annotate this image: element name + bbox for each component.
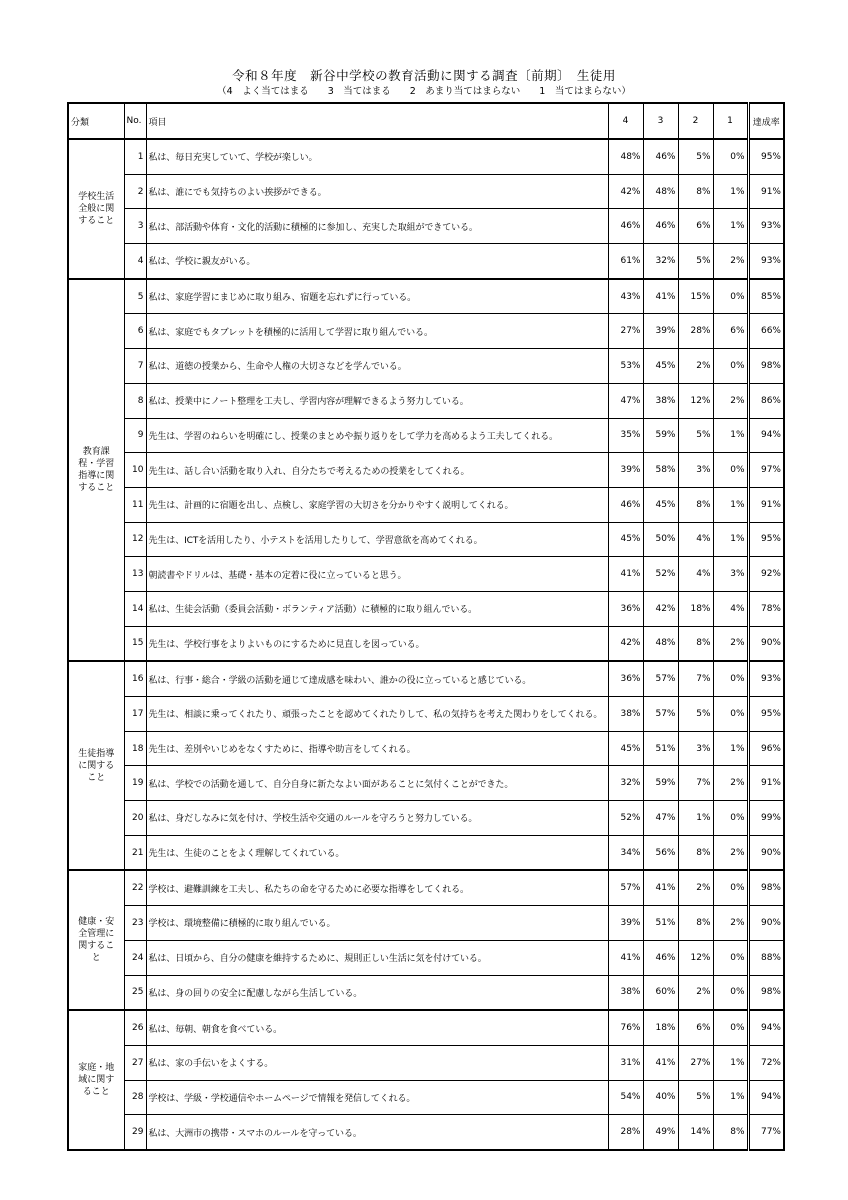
item-text: 私は、学校での活動を通して、自分自身に新たなよい面があることに気付くことができた。 — [146, 766, 608, 801]
item-text: 朝読書やドリルは、基礎・基本の定着に役に立っていると思う。 — [146, 557, 608, 592]
item-number: 8 — [124, 383, 146, 418]
pct-1: 4% — [713, 591, 748, 626]
item-number: 29 — [124, 1115, 146, 1150]
table-row — [68, 801, 784, 836]
pct-4: 36% — [608, 661, 643, 696]
table-row — [68, 731, 784, 766]
pct-2: 8% — [678, 174, 713, 209]
pct-4: 39% — [608, 453, 643, 488]
pct-3: 52% — [643, 557, 678, 592]
header-category: 分類 — [68, 103, 124, 139]
pct-2: 5% — [678, 1080, 713, 1115]
pct-1: 0% — [713, 349, 748, 384]
item-number: 27 — [124, 1045, 146, 1080]
pct-4: 42% — [608, 174, 643, 209]
item-text: 私は、大洲市の携帯・スマホのルールを守っている。 — [146, 1115, 608, 1150]
item-text: 私は、身だしなみに気を付け、学校生活や交通のルールを守ろうと努力している。 — [146, 801, 608, 836]
pct-2: 8% — [678, 835, 713, 870]
pct-1: 0% — [713, 661, 748, 696]
category-cell: 健康・安全管理に関すること — [68, 870, 124, 1010]
page-title: 令和８年度 新谷中学校の教育活動に関する調査〔前期〕 生徒用 — [232, 68, 616, 83]
achievement-rate: 95% — [748, 522, 784, 557]
pct-2: 8% — [678, 626, 713, 661]
header-rate: 達成率 — [748, 103, 784, 139]
pct-1: 2% — [713, 244, 748, 279]
item-number: 5 — [124, 279, 146, 314]
pct-3: 59% — [643, 766, 678, 801]
pct-1: 1% — [713, 174, 748, 209]
achievement-rate: 85% — [748, 279, 784, 314]
pct-3: 57% — [643, 661, 678, 696]
achievement-rate: 88% — [748, 940, 784, 975]
table-row — [68, 522, 784, 557]
achievement-rate: 98% — [748, 870, 784, 905]
item-text: 私は、行事・総合・学級の活動を通じて達成感を味わい、誰かの役に立っていると感じている。 — [146, 661, 608, 696]
item-number: 6 — [124, 314, 146, 349]
pct-1: 0% — [713, 1010, 748, 1045]
item-text: 私は、生徒会活動（委員会活動・ボランティア活動）に積極的に取り組んでいる。 — [146, 591, 608, 626]
pct-4: 38% — [608, 697, 643, 732]
pct-2: 1% — [678, 801, 713, 836]
pct-3: 48% — [643, 174, 678, 209]
table-row — [68, 383, 784, 418]
table-row — [68, 591, 784, 626]
table-row — [68, 1115, 784, 1150]
pct-3: 47% — [643, 801, 678, 836]
item-text: 先生は、相談に乗ってくれたり、頑張ったことを認めてくれたりして、私の気持ちを考えた関わりをしてくれる。 — [146, 697, 608, 732]
pct-4: 53% — [608, 349, 643, 384]
achievement-rate: 93% — [748, 209, 784, 244]
pct-1: 1% — [713, 522, 748, 557]
table-row — [68, 975, 784, 1010]
pct-2: 7% — [678, 766, 713, 801]
pct-1: 2% — [713, 626, 748, 661]
item-number: 10 — [124, 453, 146, 488]
pct-1: 0% — [713, 279, 748, 314]
item-text: 学校は、避難訓練を工夫し、私たちの命を守るために必要な指導をしてくれる。 — [146, 870, 608, 905]
table-row — [68, 906, 784, 941]
pct-3: 41% — [643, 279, 678, 314]
item-text: 私は、毎日充実していて、学校が楽しい。 — [146, 139, 608, 174]
table-row — [68, 1080, 784, 1115]
pct-3: 40% — [643, 1080, 678, 1115]
pct-2: 2% — [678, 870, 713, 905]
achievement-rate: 97% — [748, 453, 784, 488]
item-text: 私は、誰にでも気持ちのよい挨拶ができる。 — [146, 174, 608, 209]
achievement-rate: 90% — [748, 835, 784, 870]
item-text: 私は、学校に親友がいる。 — [146, 244, 608, 279]
pct-4: 43% — [608, 279, 643, 314]
pct-2: 7% — [678, 661, 713, 696]
achievement-rate: 78% — [748, 591, 784, 626]
achievement-rate: 77% — [748, 1115, 784, 1150]
table-row — [68, 940, 784, 975]
pct-3: 45% — [643, 349, 678, 384]
pct-3: 45% — [643, 487, 678, 522]
pct-2: 2% — [678, 975, 713, 1010]
achievement-rate: 86% — [748, 383, 784, 418]
pct-3: 46% — [643, 209, 678, 244]
pct-2: 2% — [678, 349, 713, 384]
item-number: 17 — [124, 697, 146, 732]
item-number: 3 — [124, 209, 146, 244]
pct-1: 6% — [713, 314, 748, 349]
pct-4: 61% — [608, 244, 643, 279]
achievement-rate: 91% — [748, 174, 784, 209]
item-text: 私は、家庭でもタブレットを積極的に活用して学習に取り組んでいる。 — [146, 314, 608, 349]
header-no: No. — [124, 103, 146, 139]
pct-1: 1% — [713, 418, 748, 453]
pct-3: 39% — [643, 314, 678, 349]
item-text: 私は、毎朝、朝食を食べている。 — [146, 1010, 608, 1045]
achievement-rate: 95% — [748, 697, 784, 732]
item-number: 22 — [124, 870, 146, 905]
achievement-rate: 90% — [748, 626, 784, 661]
table-header-row — [68, 103, 784, 139]
achievement-rate: 72% — [748, 1045, 784, 1080]
pct-2: 8% — [678, 487, 713, 522]
pct-4: 46% — [608, 487, 643, 522]
table-row — [68, 697, 784, 732]
pct-2: 14% — [678, 1115, 713, 1150]
pct-3: 41% — [643, 1045, 678, 1080]
pct-1: 0% — [713, 453, 748, 488]
pct-3: 56% — [643, 835, 678, 870]
item-text: 私は、授業中にノート整理を工夫し、学習内容が理解できるよう努力している。 — [146, 383, 608, 418]
item-text: 先生は、ICTを活用したり、小テストを活用したりして、学習意欲を高めてくれる。 — [146, 522, 608, 557]
category-cell: 教育課程・学習指導に関すること — [68, 279, 124, 662]
pct-3: 46% — [643, 139, 678, 174]
pct-2: 28% — [678, 314, 713, 349]
pct-1: 0% — [713, 801, 748, 836]
pct-4: 34% — [608, 835, 643, 870]
item-number: 1 — [124, 139, 146, 174]
pct-4: 57% — [608, 870, 643, 905]
pct-4: 45% — [608, 522, 643, 557]
item-number: 12 — [124, 522, 146, 557]
table-row — [68, 209, 784, 244]
achievement-rate: 91% — [748, 487, 784, 522]
pct-3: 58% — [643, 453, 678, 488]
pct-2: 3% — [678, 453, 713, 488]
pct-2: 5% — [678, 139, 713, 174]
item-text: 先生は、話し合い活動を取り入れ、自分たちで考えるための授業をしてくれる。 — [146, 453, 608, 488]
pct-4: 27% — [608, 314, 643, 349]
pct-2: 6% — [678, 1010, 713, 1045]
pct-2: 12% — [678, 940, 713, 975]
pct-1: 1% — [713, 1045, 748, 1080]
item-text: 私は、身の回りの安全に配慮しながら生活している。 — [146, 975, 608, 1010]
pct-4: 52% — [608, 801, 643, 836]
table-row — [68, 835, 784, 870]
pct-3: 50% — [643, 522, 678, 557]
table-row — [68, 418, 784, 453]
table-row — [68, 557, 784, 592]
header-3: 3 — [643, 103, 678, 139]
achievement-rate: 90% — [748, 906, 784, 941]
achievement-rate: 98% — [748, 349, 784, 384]
pct-4: 42% — [608, 626, 643, 661]
pct-3: 42% — [643, 591, 678, 626]
table-row — [68, 244, 784, 279]
pct-3: 49% — [643, 1115, 678, 1150]
table-row — [68, 626, 784, 661]
pct-3: 18% — [643, 1010, 678, 1045]
table-row — [68, 661, 784, 696]
pct-4: 35% — [608, 418, 643, 453]
pct-3: 51% — [643, 906, 678, 941]
item-number: 14 — [124, 591, 146, 626]
pct-4: 48% — [608, 139, 643, 174]
pct-1: 3% — [713, 557, 748, 592]
item-number: 19 — [124, 766, 146, 801]
pct-2: 18% — [678, 591, 713, 626]
pct-4: 41% — [608, 940, 643, 975]
pct-4: 31% — [608, 1045, 643, 1080]
pct-1: 8% — [713, 1115, 748, 1150]
pct-1: 2% — [713, 383, 748, 418]
pct-2: 4% — [678, 522, 713, 557]
achievement-rate: 96% — [748, 731, 784, 766]
category-cell: 家庭・地域に関すること — [68, 1010, 124, 1150]
pct-4: 32% — [608, 766, 643, 801]
achievement-rate: 91% — [748, 766, 784, 801]
item-number: 26 — [124, 1010, 146, 1045]
item-number: 13 — [124, 557, 146, 592]
pct-1: 0% — [713, 870, 748, 905]
pct-4: 47% — [608, 383, 643, 418]
pct-3: 41% — [643, 870, 678, 905]
pct-4: 39% — [608, 906, 643, 941]
item-text: 私は、家の手伝いをよくする。 — [146, 1045, 608, 1080]
item-number: 15 — [124, 626, 146, 661]
pct-1: 0% — [713, 139, 748, 174]
table-row — [68, 453, 784, 488]
pct-4: 76% — [608, 1010, 643, 1045]
header-item: 項目 — [146, 103, 608, 139]
header-4: 4 — [608, 103, 643, 139]
pct-1: 2% — [713, 766, 748, 801]
pct-4: 41% — [608, 557, 643, 592]
pct-2: 8% — [678, 906, 713, 941]
item-number: 16 — [124, 661, 146, 696]
pct-3: 38% — [643, 383, 678, 418]
survey-table — [67, 102, 785, 1151]
pct-4: 54% — [608, 1080, 643, 1115]
pct-2: 5% — [678, 244, 713, 279]
pct-2: 5% — [678, 418, 713, 453]
rating-legend: （4 よく当てはまる 3 当てはまる 2 あまり当てはまらない 1 当てはまらない） — [217, 86, 631, 97]
item-number: 23 — [124, 906, 146, 941]
pct-1: 1% — [713, 731, 748, 766]
pct-4: 46% — [608, 209, 643, 244]
table-row — [68, 174, 784, 209]
item-text: 私は、道徳の授業から、生命や人権の大切さなどを学んでいる。 — [146, 349, 608, 384]
achievement-rate: 95% — [748, 139, 784, 174]
item-number: 4 — [124, 244, 146, 279]
achievement-rate: 99% — [748, 801, 784, 836]
achievement-rate: 93% — [748, 661, 784, 696]
pct-1: 2% — [713, 906, 748, 941]
pct-4: 38% — [608, 975, 643, 1010]
pct-3: 60% — [643, 975, 678, 1010]
item-number: 20 — [124, 801, 146, 836]
table-row — [68, 766, 784, 801]
header-2: 2 — [678, 103, 713, 139]
item-number: 9 — [124, 418, 146, 453]
table-row — [68, 314, 784, 349]
pct-3: 46% — [643, 940, 678, 975]
pct-3: 59% — [643, 418, 678, 453]
table-row — [68, 349, 784, 384]
pct-2: 12% — [678, 383, 713, 418]
pct-2: 5% — [678, 697, 713, 732]
achievement-rate: 98% — [748, 975, 784, 1010]
item-number: 2 — [124, 174, 146, 209]
achievement-rate: 94% — [748, 1080, 784, 1115]
item-text: 先生は、学習のねらいを明確にし、授業のまとめや振り返りをして学力を高めるよう工夫してくれる。 — [146, 418, 608, 453]
achievement-rate: 94% — [748, 418, 784, 453]
achievement-rate: 94% — [748, 1010, 784, 1045]
pct-2: 4% — [678, 557, 713, 592]
table-row — [68, 279, 784, 314]
pct-2: 6% — [678, 209, 713, 244]
pct-4: 36% — [608, 591, 643, 626]
item-text: 私は、部活動や体育・文化的活動に積極的に参加し、充実した取組ができている。 — [146, 209, 608, 244]
item-text: 先生は、差別やいじめをなくすために、指導や助言をしてくれる。 — [146, 731, 608, 766]
item-number: 28 — [124, 1080, 146, 1115]
table-row — [68, 487, 784, 522]
item-text: 先生は、計画的に宿題を出し、点検し、家庭学習の大切さを分かりやすく説明してくれる。 — [146, 487, 608, 522]
pct-4: 28% — [608, 1115, 643, 1150]
achievement-rate: 93% — [748, 244, 784, 279]
item-number: 7 — [124, 349, 146, 384]
item-text: 学校は、学級・学校通信やホームページで情報を発信してくれる。 — [146, 1080, 608, 1115]
pct-3: 51% — [643, 731, 678, 766]
pct-1: 0% — [713, 697, 748, 732]
category-cell: 生徒指導に関すること — [68, 661, 124, 870]
achievement-rate: 66% — [748, 314, 784, 349]
item-text: 私は、家庭学習にまじめに取り組み、宿題を忘れずに行っている。 — [146, 279, 608, 314]
pct-1: 1% — [713, 1080, 748, 1115]
pct-1: 1% — [713, 209, 748, 244]
item-text: 先生は、生徒のことをよく理解してくれている。 — [146, 835, 608, 870]
header-1: 1 — [713, 103, 748, 139]
pct-1: 0% — [713, 940, 748, 975]
table-row — [68, 1045, 784, 1080]
table-row — [68, 139, 784, 174]
pct-2: 15% — [678, 279, 713, 314]
pct-2: 27% — [678, 1045, 713, 1080]
pct-2: 3% — [678, 731, 713, 766]
achievement-rate: 92% — [748, 557, 784, 592]
table-row — [68, 1010, 784, 1045]
pct-1: 0% — [713, 975, 748, 1010]
pct-3: 32% — [643, 244, 678, 279]
pct-1: 2% — [713, 835, 748, 870]
item-number: 21 — [124, 835, 146, 870]
item-number: 25 — [124, 975, 146, 1010]
pct-1: 1% — [713, 487, 748, 522]
pct-3: 48% — [643, 626, 678, 661]
item-text: 先生は、学校行事をよりよいものにするために見直しを図っている。 — [146, 626, 608, 661]
category-cell: 学校生活全般に関すること — [68, 139, 124, 279]
item-text: 学校は、環境整備に積極的に取り組んでいる。 — [146, 906, 608, 941]
item-text: 私は、日頃から、自分の健康を維持するために、規則正しい生活に気を付けている。 — [146, 940, 608, 975]
item-number: 11 — [124, 487, 146, 522]
pct-3: 57% — [643, 697, 678, 732]
item-number: 24 — [124, 940, 146, 975]
table-row — [68, 870, 784, 905]
item-number: 18 — [124, 731, 146, 766]
pct-4: 45% — [608, 731, 643, 766]
